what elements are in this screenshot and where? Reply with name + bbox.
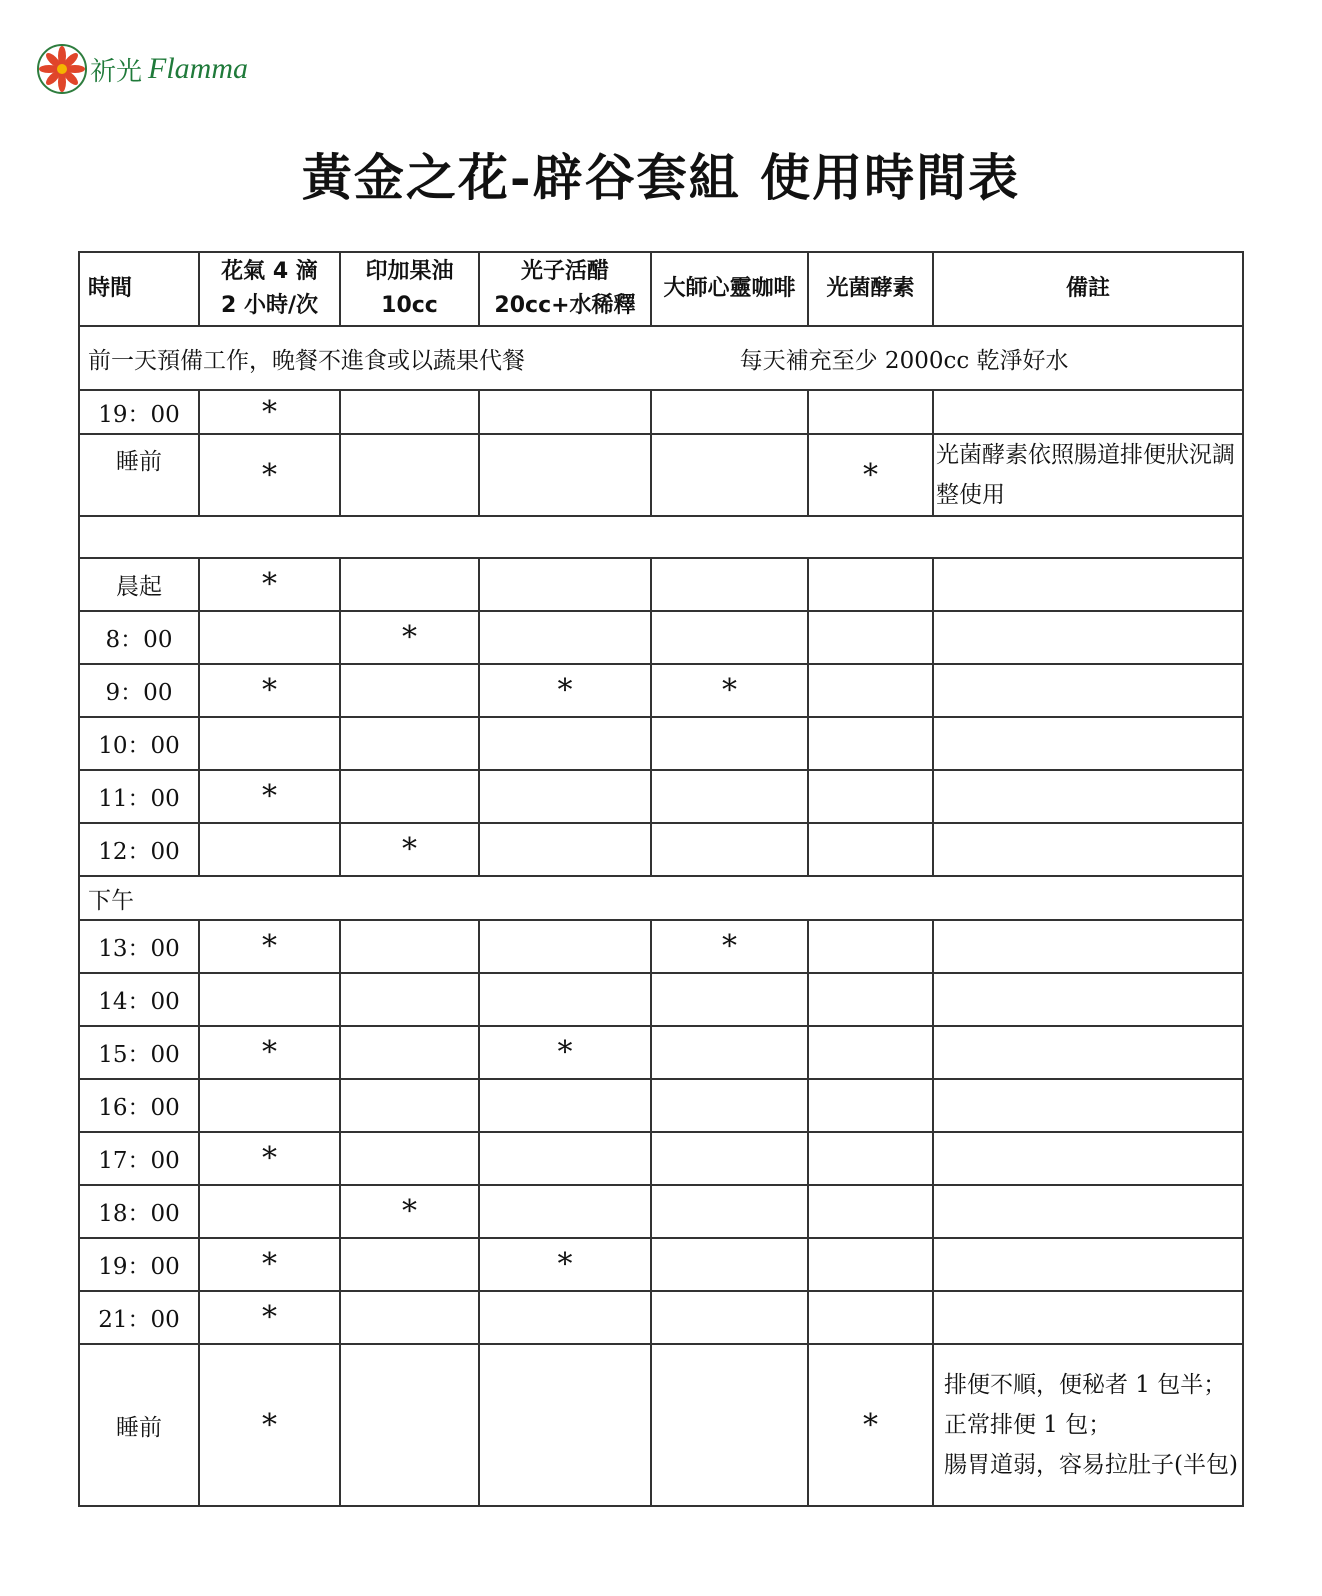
row-note [933,1344,1243,1506]
header-time: 時間 [79,252,199,326]
row-time: 9：00 [79,664,199,717]
mark-enzyme: * [808,434,933,516]
logo-en-text: Flamma [148,52,249,85]
table-row [79,611,1243,664]
mark-vinegar: * [479,1026,651,1079]
mark-hua: * [199,1132,340,1185]
table-row [79,1079,1243,1132]
header-hua-l2: 2 小時/次 [220,293,318,318]
table-row [79,1026,1243,1079]
table-row [79,434,1243,516]
mark-vinegar: * [479,664,651,717]
mark-hua: * [199,1344,340,1506]
afternoon-row [79,876,1243,920]
mark-inca: * [340,1185,479,1238]
prep-cell [79,326,1243,390]
row-time: 15：00 [79,1026,199,1079]
row-time: 10：00 [79,717,199,770]
row-time: 16：00 [79,1079,199,1132]
header-inca-l1: 印加果油 [365,259,454,284]
note-line-2: 正常排便 1 包； [944,1412,1112,1438]
header-hua-l1: 花氣 4 滴 [221,259,318,284]
note-line-1: 排便不順，便秘者 1 包半； [944,1372,1227,1398]
mark-hua: * [199,390,340,434]
header-vinegar [479,252,651,326]
table-row [79,1238,1243,1291]
table-row [79,1185,1243,1238]
flower-logo-icon [36,43,88,95]
header-vin-l1: 光子活醋 [520,259,609,284]
mark-hua: * [199,770,340,823]
row-time: 11：00 [79,770,199,823]
header-note: 備註 [933,252,1243,326]
mark-hua: * [199,1291,340,1344]
table-row [79,717,1243,770]
row-time: 晨起 [79,558,199,611]
row-time: 14：00 [79,973,199,1026]
mark-hua: * [199,1026,340,1079]
note-line-3: 腸胃道弱，容易拉肚子(半包) [944,1452,1238,1478]
header-enzyme: 光菌酵素 [808,252,933,326]
prep-left-text: 前一天預備工作，晚餐不進食或以蔬果代餐 [88,347,525,374]
row-time: 睡前 [79,434,199,516]
prep-right-text: 每天補充至少 2000cc 乾淨好水 [739,347,1069,374]
table-row [79,973,1243,1026]
page-title: 黃金之花-辟谷套組 使用時間表 [301,148,1021,207]
mark-hua: * [199,920,340,973]
table-row [79,1291,1243,1344]
row-time: 19：00 [79,1238,199,1291]
row-time: 18：00 [79,1185,199,1238]
mark-hua: * [199,664,340,717]
mark-inca: * [340,611,479,664]
table-row [79,390,1243,434]
header-inca-l2: 10cc [381,293,438,318]
mark-hua: * [199,558,340,611]
table-row [79,770,1243,823]
table-row [79,664,1243,717]
logo [36,42,248,96]
mark-inca: * [340,823,479,876]
header-coffee: 大師心靈咖啡 [651,252,808,326]
row-time: 12：00 [79,823,199,876]
mark-coffee: * [651,664,808,717]
header-inca [340,252,479,326]
row-time: 8：00 [79,611,199,664]
header-row [79,252,1243,326]
row-time: 21：00 [79,1291,199,1344]
row-time: 19：00 [79,390,199,434]
table-row [79,1344,1243,1506]
table-row [79,823,1243,876]
table-row [79,1132,1243,1185]
table-row [79,920,1243,973]
blank-row [79,516,1243,558]
row-note: 光菌酵素依照腸道排便狀況調整使用 [933,434,1243,516]
mark-hua: * [199,1238,340,1291]
header-vin-l2: 20cc+水稀釋 [494,293,636,318]
schedule-table [78,251,1244,1507]
header-hua [199,252,340,326]
mark-enzyme: * [808,1344,933,1506]
prep-row [79,326,1243,390]
row-time: 睡前 [79,1344,199,1506]
row-time: 17：00 [79,1132,199,1185]
logo-cn-text: 祈光 [90,56,143,87]
afternoon-label: 下午 [79,876,1243,920]
mark-hua: * [199,434,340,516]
mark-vinegar: * [479,1238,651,1291]
table-row [79,558,1243,611]
mark-coffee: * [651,920,808,973]
row-time: 13：00 [79,920,199,973]
